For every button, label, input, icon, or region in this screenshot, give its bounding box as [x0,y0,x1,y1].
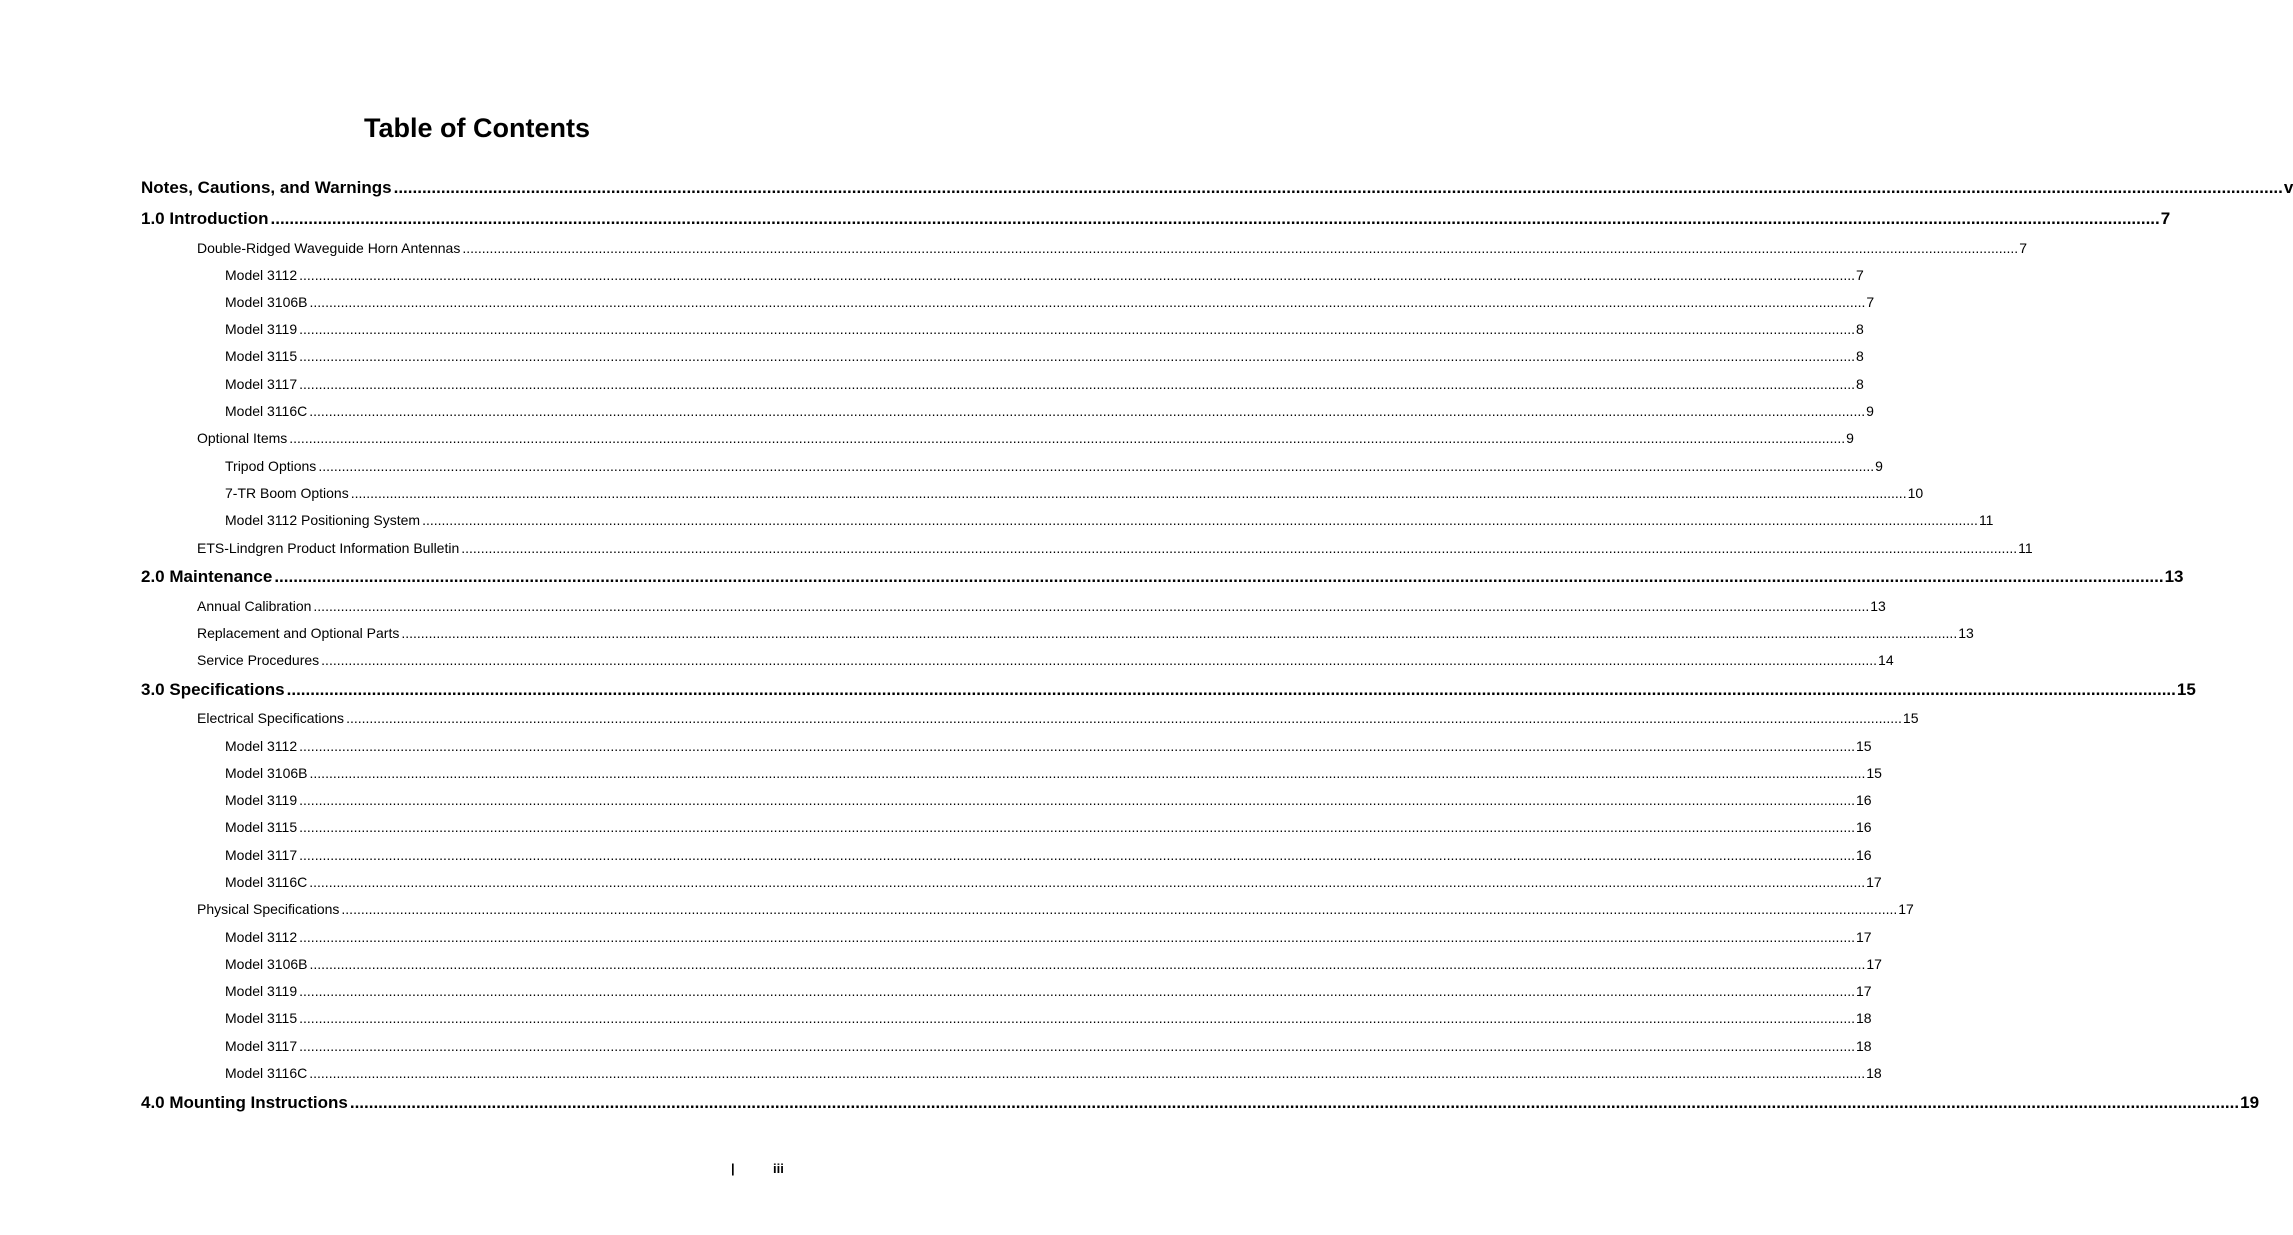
toc-entry-label: Model 3116C [225,1064,308,1081]
toc-leader-dots: ................................................................................................................................................................................................................................................................................................................................................................................................................ [350,484,1907,501]
toc-leader-dots: ................................................................................................................................................................................................................................................................................................................................................................................................................ [321,651,1878,668]
toc-entry[interactable] [225,791,1872,810]
toc-entry[interactable] [197,709,1919,728]
toc-entry[interactable] [225,1037,1872,1056]
toc-entry-label: Model 3112 [225,928,298,945]
toc-entry-label: 3.0 Specifications [141,680,285,699]
toc-entry-page: 9 [1875,457,1883,474]
toc-leader-dots: ................................................................................................................................................................................................................................................................................................................................................................................................................ [313,597,1870,614]
toc-leader-dots: ................................................................................................................................................................................................................................................................................................................................................................................................................ [299,347,1855,364]
toc-leader-dots: ................................................................................................................................................................................................................................................................................................................................................................................................................ [309,873,1866,890]
toc-entry-label: Model 3117 [225,375,298,392]
toc-entry-label: 7-TR Boom Options [225,484,349,501]
toc-entry-page: 11 [1978,511,1994,528]
toc-entry-label: Model 3115 [225,347,298,364]
page-title: Table of Contents [364,113,590,143]
toc-entry[interactable] [225,320,1864,339]
toc-leader-dots: ................................................................................................................................................................................................................................................................................................................................................................................................................ [461,539,2018,556]
toc-leader-dots: ................................................................................................................................................................................................................................................................................................................................................................................................................ [299,982,1855,999]
toc-leader-dots: ................................................................................................................................................................................................................................................................................................................................................................................................................ [299,375,1855,392]
page-footer [0,1160,954,1180]
toc-entry-page: 19 [2240,1093,2260,1112]
toc-entry-label: ETS-Lindgren Product Information Bulletin [197,539,460,556]
toc-entry-page: 13 [1870,597,1886,614]
toc-entry-page: 8 [1856,347,1864,364]
toc-entry-label: Service Procedures [197,651,320,668]
toc-entry[interactable] [225,293,1875,312]
toc-leader-dots: ................................................................................................................................................................................................................................................................................................................................................................................................................ [286,680,2176,699]
footer-page-number: iii [773,1161,784,1176]
toc-entry[interactable] [225,1009,1872,1028]
toc-entry[interactable] [141,1092,2260,1114]
toc-entry[interactable] [225,846,1872,865]
toc-leader-dots: ................................................................................................................................................................................................................................................................................................................................................................................................................ [309,955,1866,972]
toc-leader-dots: ................................................................................................................................................................................................................................................................................................................................................................................................................ [401,624,1958,641]
toc-entry[interactable] [225,982,1872,1001]
toc-entry-label: Model 3112 Positioning System [225,511,421,528]
toc-entry-page: 15 [1856,737,1872,754]
toc-entry-page: 8 [1856,375,1864,392]
toc-entry[interactable] [197,624,1974,643]
toc-entry[interactable] [225,737,1872,756]
toc-entry-label: Model 3115 [225,818,298,835]
toc-entry[interactable] [197,539,2033,558]
toc-entry-page: 13 [1958,624,1974,641]
toc-entry-label: Model 3117 [225,1037,298,1054]
toc-entry[interactable] [225,375,1864,394]
toc-entry[interactable] [225,928,1872,947]
toc-leader-dots: ................................................................................................................................................................................................................................................................................................................................................................................................................ [309,293,1866,310]
toc-entry-page: 7 [1866,293,1875,310]
toc-entry[interactable] [197,597,1886,616]
toc-entry[interactable] [141,566,2184,588]
toc-leader-dots: ................................................................................................................................................................................................................................................................................................................................................................................................................ [318,457,1875,474]
toc-leader-dots: ................................................................................................................................................................................................................................................................................................................................................................................................................ [393,178,2283,197]
toc-leader-dots: ................................................................................................................................................................................................................................................................................................................................................................................................................ [299,791,1855,808]
toc-entry[interactable] [225,457,1883,476]
toc-entry-label: Model 3119 [225,982,298,999]
toc-entry-label: Tripod Options [225,457,317,474]
toc-leader-dots: ................................................................................................................................................................................................................................................................................................................................................................................................................ [299,846,1855,863]
toc-entry-page: 16 [1856,846,1872,863]
toc-leader-dots: ................................................................................................................................................................................................................................................................................................................................................................................................................ [299,818,1855,835]
toc-entry-label: Replacement and Optional Parts [197,624,400,641]
toc-entry-page: 17 [1898,900,1914,917]
toc-leader-dots: ................................................................................................................................................................................................................................................................................................................................................................................................................ [341,900,1898,917]
toc-entry-page: 17 [1856,928,1872,945]
toc-entry-label: Model 3116C [225,402,308,419]
toc-entry-label: Electrical Specifications [197,709,345,726]
toc-entry[interactable] [225,266,1864,285]
toc-leader-dots: ................................................................................................................................................................................................................................................................................................................................................................................................................ [422,511,1978,528]
toc-entry-page: 10 [1907,484,1924,501]
toc-leader-dots: ................................................................................................................................................................................................................................................................................................................................................................................................................ [299,1009,1855,1026]
toc-leader-dots: ................................................................................................................................................................................................................................................................................................................................................................................................................ [289,429,1846,446]
toc-entry[interactable] [225,818,1872,837]
toc-entry-label: Model 3106B [225,764,308,781]
toc-entry-label: Optional Items [197,429,288,446]
toc-entry-label: Model 3116C [225,873,308,890]
toc-entry-page: 17 [1856,982,1872,999]
toc-leader-dots: ................................................................................................................................................................................................................................................................................................................................................................................................................ [270,209,2160,228]
footer-separator: | [731,1161,735,1176]
toc-entry[interactable] [225,511,1994,530]
toc-leader-dots: ................................................................................................................................................................................................................................................................................................................................................................................................................ [346,709,1902,726]
toc-entry-page: 7 [2160,209,2171,228]
toc-entry[interactable] [141,679,2196,701]
toc-entry[interactable] [141,177,2293,199]
toc-entry-label: Model 3106B [225,293,308,310]
toc-entry-page: 14 [1878,651,1894,668]
toc-entry-page: 7 [2019,239,2027,256]
toc-entry-page: 18 [1856,1037,1872,1054]
toc-entry-page: 15 [2176,680,2196,699]
toc-entry-label: Annual Calibration [197,597,312,614]
toc-entry-page: 9 [1846,429,1854,446]
toc-entry-label: Model 3112 [225,737,298,754]
toc-entry-label: 2.0 Maintenance [141,567,273,586]
toc-entry-page: 16 [1856,818,1872,835]
toc-entry-label: Double-Ridged Waveguide Horn Antennas [197,239,461,256]
toc-leader-dots: ................................................................................................................................................................................................................................................................................................................................................................................................................ [299,737,1855,754]
toc-entry-page: 8 [1856,320,1864,337]
toc-entry-label: Model 3119 [225,320,298,337]
toc-entry[interactable] [225,764,1882,783]
toc-leader-dots: ................................................................................................................................................................................................................................................................................................................................................................................................................ [299,1037,1855,1054]
toc-entry-page: 15 [1902,709,1919,726]
toc-leader-dots: ................................................................................................................................................................................................................................................................................................................................................................................................................ [274,567,2164,586]
toc-entry-label: Model 3117 [225,846,298,863]
toc-entry-page: 18 [1866,1064,1882,1081]
toc-entry-label: Model 3119 [225,791,298,808]
toc-entry-label: Physical Specifications [197,900,340,917]
toc-leader-dots: ................................................................................................................................................................................................................................................................................................................................................................................................................ [299,928,1855,945]
toc-entry[interactable] [225,1064,1882,1083]
toc-leader-dots: ................................................................................................................................................................................................................................................................................................................................................................................................................ [309,764,1866,781]
toc-leader-dots: ................................................................................................................................................................................................................................................................................................................................................................................................................ [309,402,1866,419]
toc-entry-page: 9 [1866,402,1874,419]
toc-leader-dots: ................................................................................................................................................................................................................................................................................................................................................................................................................ [309,1064,1866,1081]
toc-entry[interactable] [197,651,1894,670]
toc-leader-dots: ................................................................................................................................................................................................................................................................................................................................................................................................................ [299,320,1855,337]
toc-entry[interactable] [225,873,1882,892]
toc-entry[interactable] [225,484,1924,503]
toc-entry[interactable] [225,955,1882,974]
toc-entry-page: 7 [1856,266,1864,283]
toc-leader-dots: ................................................................................................................................................................................................................................................................................................................................................................................................................ [462,239,2019,256]
toc-entry-page: 17 [1866,955,1882,972]
toc-entry-page: 16 [1856,791,1872,808]
toc-entry-label: Model 3115 [225,1009,298,1026]
toc-entry-page: 13 [2164,567,2184,586]
toc-leader-dots: ................................................................................................................................................................................................................................................................................................................................................................................................................ [349,1093,2240,1112]
toc-entry[interactable] [141,208,2171,230]
toc-entry[interactable] [197,239,2027,258]
toc-entry-label: Model 3106B [225,955,308,972]
toc-entry-page: 15 [1866,764,1882,781]
toc-entry[interactable] [225,347,1864,366]
toc-leader-dots: ................................................................................................................................................................................................................................................................................................................................................................................................................ [299,266,1855,283]
toc-entry-page: 17 [1866,873,1882,890]
toc-entry[interactable] [225,402,1874,421]
toc-entry-label: Notes, Cautions, and Warnings [141,178,392,197]
toc-entry-label: Model 3112 [225,266,298,283]
toc-entry-label: 1.0 Introduction [141,209,269,228]
toc-entry[interactable] [197,900,1914,919]
toc-entry-page: v [2283,178,2293,197]
toc-entry-page: 11 [2018,539,2033,556]
toc-entry[interactable] [197,429,1854,448]
toc-entry-label: 4.0 Mounting Instructions [141,1093,348,1112]
toc-entry-page: 18 [1856,1009,1872,1026]
